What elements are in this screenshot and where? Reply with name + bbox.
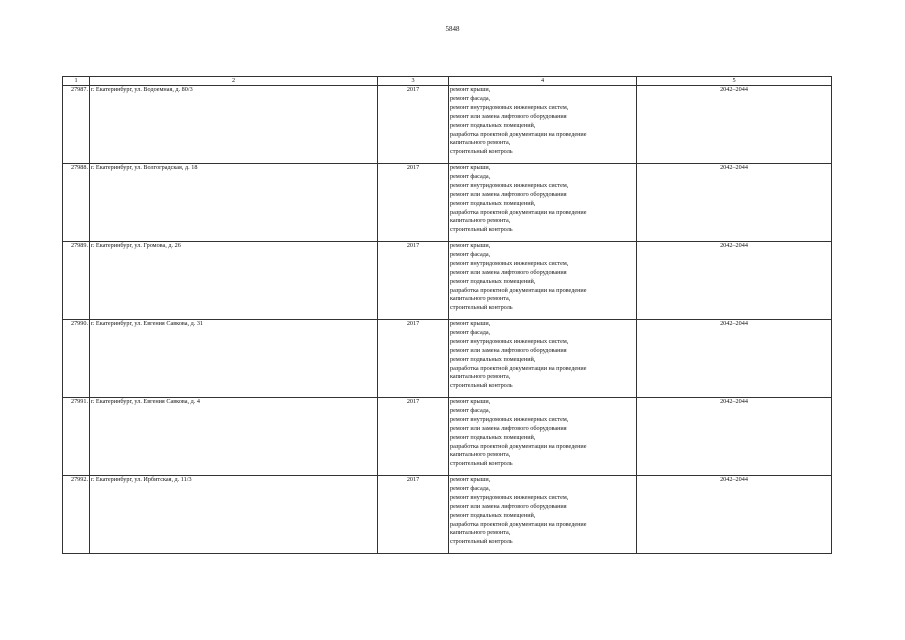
year-cell: 2017 — [378, 164, 449, 242]
work-item: ремонт фасада, — [450, 484, 491, 492]
works-cell — [449, 164, 637, 242]
work-item: строительный контроль — [450, 304, 513, 312]
work-item: ремонт крыши, — [450, 398, 491, 405]
work-item: ремонт фасада, — [450, 172, 491, 180]
work-item: ремонт подвальных помещений, — [450, 121, 536, 129]
row-number: 27989. — [63, 242, 90, 320]
work-item: ремонт или замена лифтового оборудования — [450, 346, 567, 354]
repair-schedule-table — [62, 76, 832, 554]
work-item: ремонт внутридомовых инженерных систем, — [450, 259, 569, 267]
address-cell: г. Екатеринбург, ул. Евгения Савкова, д. 31 — [90, 320, 378, 398]
work-item: ремонт или замена лифтового оборудования — [450, 424, 567, 432]
year-cell: 2017 — [378, 476, 449, 554]
work-item: капитального ремонта, — [450, 373, 511, 381]
work-item: разработка проектной документации на проведение — [450, 364, 587, 372]
work-item: строительный контроль — [450, 382, 513, 390]
address-cell: г. Екатеринбург, ул. Евгения Савкова, д. 4 — [90, 398, 378, 476]
column-number: 2 — [90, 77, 378, 86]
year-cell: 2017 — [378, 242, 449, 320]
year-cell: 2017 — [378, 86, 449, 164]
row-number: 27990. — [63, 320, 90, 398]
page-number: 5848 — [445, 25, 460, 33]
period-cell: 2042–2044 — [637, 164, 832, 242]
work-item: строительный контроль — [450, 460, 513, 468]
address-cell: г. Екатеринбург, ул. Громова, д. 26 — [90, 242, 378, 320]
column-number: 1 — [63, 77, 90, 86]
work-item: ремонт подвальных помещений, — [450, 433, 536, 441]
row-number: 27988. — [63, 164, 90, 242]
address-cell: г. Екатеринбург, ул. Волгоградская, д. 18 — [90, 164, 378, 242]
work-item: строительный контроль — [450, 538, 513, 546]
work-item: ремонт крыши, — [450, 164, 491, 171]
table-row — [63, 86, 832, 164]
work-item: ремонт подвальных помещений, — [450, 355, 536, 363]
work-item: ремонт или замена лифтового оборудования — [450, 190, 567, 198]
year-cell: 2017 — [378, 398, 449, 476]
year-cell: 2017 — [378, 320, 449, 398]
work-item: ремонт фасада, — [450, 406, 491, 414]
table-row — [63, 242, 832, 320]
table-body — [63, 77, 832, 554]
work-item: ремонт или замена лифтового оборудования — [450, 112, 567, 120]
work-item: ремонт крыши, — [450, 476, 491, 483]
row-number: 27992. — [63, 476, 90, 554]
row-number: 27991. — [63, 398, 90, 476]
work-item: разработка проектной документации на проведение — [450, 520, 587, 528]
address-cell: г. Екатеринбург, ул. Ирбитская, д. 11/3 — [90, 476, 378, 554]
work-item: ремонт фасада, — [450, 250, 491, 258]
period-cell: 2042–2044 — [637, 320, 832, 398]
work-item: ремонт или замена лифтового оборудования — [450, 268, 567, 276]
works-cell — [449, 476, 637, 554]
work-item: ремонт внутридомовых инженерных систем, — [450, 493, 569, 501]
work-item: ремонт внутридомовых инженерных систем, — [450, 181, 569, 189]
works-cell — [449, 398, 637, 476]
work-item: ремонт подвальных помещений, — [450, 277, 536, 285]
work-item: капитального ремонта, — [450, 295, 511, 303]
work-item: ремонт внутридомовых инженерных систем, — [450, 337, 569, 345]
table-row — [63, 164, 832, 242]
column-number: 3 — [378, 77, 449, 86]
row-number: 27987. — [63, 86, 90, 164]
work-item: ремонт внутридомовых инженерных систем, — [450, 103, 569, 111]
work-item: ремонт фасада, — [450, 328, 491, 336]
work-item: ремонт крыши, — [450, 320, 491, 327]
address-cell: г. Екатеринбург, ул. Водоемная, д. 80/3 — [90, 86, 378, 164]
period-cell: 2042–2044 — [637, 476, 832, 554]
column-number-row — [63, 77, 832, 86]
work-item: разработка проектной документации на проведение — [450, 208, 587, 216]
column-number: 5 — [637, 77, 832, 86]
work-item: ремонт внутридомовых инженерных систем, — [450, 415, 569, 423]
works-cell — [449, 86, 637, 164]
work-item: ремонт крыши, — [450, 86, 491, 93]
work-item: капитального ремонта, — [450, 451, 511, 459]
works-cell — [449, 320, 637, 398]
works-cell — [449, 242, 637, 320]
work-item: капитального ремонта, — [450, 217, 511, 225]
period-cell: 2042–2044 — [637, 398, 832, 476]
work-item: разработка проектной документации на проведение — [450, 286, 587, 294]
work-item: ремонт фасада, — [450, 94, 491, 102]
work-item: ремонт или замена лифтового оборудования — [450, 502, 567, 510]
table-row — [63, 398, 832, 476]
table-row — [63, 476, 832, 554]
work-item: разработка проектной документации на проведение — [450, 130, 587, 138]
work-item: ремонт подвальных помещений, — [450, 511, 536, 519]
period-cell: 2042–2044 — [637, 86, 832, 164]
work-item: капитального ремонта, — [450, 139, 511, 147]
work-item: ремонт крыши, — [450, 242, 491, 249]
work-item: капитального ремонта, — [450, 529, 511, 537]
work-item: разработка проектной документации на проведение — [450, 442, 587, 450]
table-row — [63, 320, 832, 398]
column-number: 4 — [449, 77, 637, 86]
work-item: строительный контроль — [450, 226, 513, 234]
period-cell: 2042–2044 — [637, 242, 832, 320]
work-item: строительный контроль — [450, 148, 513, 156]
work-item: ремонт подвальных помещений, — [450, 199, 536, 207]
